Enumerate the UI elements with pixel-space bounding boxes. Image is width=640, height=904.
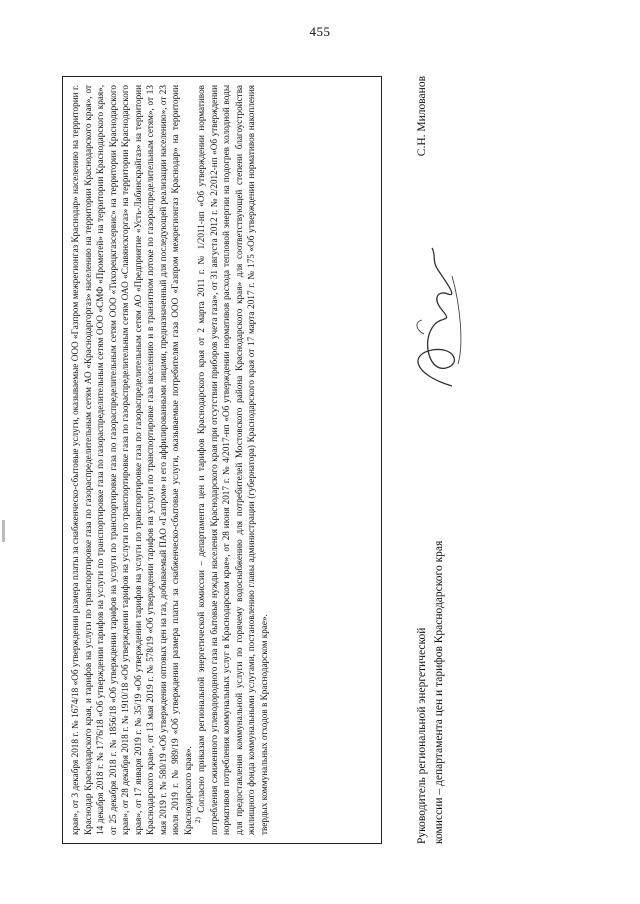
footnote-paragraph-1: края», от 3 декабря 2018 г. № 1674/18 «Об утверждении размера платы за снабженческо-сбытовые услуги, оказываемые ООО «Газпром межрегионгаз Краснодар» населению на территории г. Краснодар Краснодарского края, и тарифов на услуги по транспортировке газа по газораспределительным сетям АО «Краснодаргоргаз» населению на территории Краснодарского края», от 14 декабря 2018 г. № 1776/18 «Об утверждении тарифов на услуги по транспортировке газа по газораспределительным сетям ООО «СМФ «Прометей» на территории Краснодарского края», от 25 декабря 2018 г. № 1856/18 «Об утверждении тарифов на услуги по транспортировке газа по газораспределительным сетям ООО «Тихорецкгазсервис» на территории Краснодарского края», от 28 декабря 2018 г. № 1910/18 «Об утверждении тарифов на услуги по транспортировке газа по газораспределительным сетям ОАО «Славянскгоргаз» на территории Краснодарского края», от 17 января 2019 г. № 35/19 «Об утверждении тарифов на услуги по транспортировке газа по газораспределительным сетям АО «Предприятие «Усть-Лабинскрайгаз» на территории Краснодарского края», от 13 мая 2019 г. № 578/19 «Об утверждении тарифов на услуги по транспортировке газа населению и в транзитном потоке по газораспределительным сетям», от 13 мая 2019 г. № 580/19 «Об утверждении оптовых цен на газ, добываемый ПАО «Газпром» и его аффилированными лицами, предназначенный для последующей реализации населению», от 23 июля 2019 г. № 989/19 «Об утверждении размера платы за снабженческо-сбытовые услуги, оказываемые потребителям газа ООО «Газпром межрегионгаз Краснодар» на территории Краснодарского края».: [70, 85, 193, 835]
signature-block: [408, 76, 518, 844]
footnote-paragraph-2: [194, 85, 270, 835]
signer-name: С.Н. Милованов: [416, 76, 428, 157]
footnote-box: [62, 76, 382, 844]
handwritten-signature: [402, 244, 472, 394]
scan-artifact: [2, 520, 5, 542]
footnote-mark: 2): [194, 817, 203, 823]
signer-title: [414, 541, 447, 844]
signer-title-line-2: комиссии – департамента цен и тарифов Краснодарского края: [432, 540, 445, 844]
page-number: 455: [309, 24, 331, 39]
footnote-paragraph-2-text: Согласно приказам региональной энергетической комиссии – департамента цен и тарифов Краснодарского края от 2 марта 2011 г. № 1/2011-нп «Об утверждении нормативов потребления сжиженного углеводородного газа на бытовые нужды населения Краснодарского края при отсутствии приборов учета газа», от 31 августа 2012 г. № 2/2012-нп «Об утверждении нормативов потребления коммунальных услуг в Краснодарском крае», от 28 июня 2017 г. № 4/2017-нп «Об утверждении нормативов расхода тепловой энергии на подогрев холодной воды для предоставления коммунальной услуги по горячему водоснабжению для потребителей Мостовского района Краснодарского края» для соответствующей степени благоустройства жилищного фонда коммунальными услугами, постановлению главы администрации (губернатора) Краснодарского края от 17 марта 2017 г. № 175 «Об утверждении нормативов накопления твердых коммунальных отходов в Краснодарском крае».: [196, 84, 269, 835]
signer-title-line-1: Руководитель региональной энергетической: [416, 627, 428, 844]
rotated-page-content: [40, 40, 600, 880]
